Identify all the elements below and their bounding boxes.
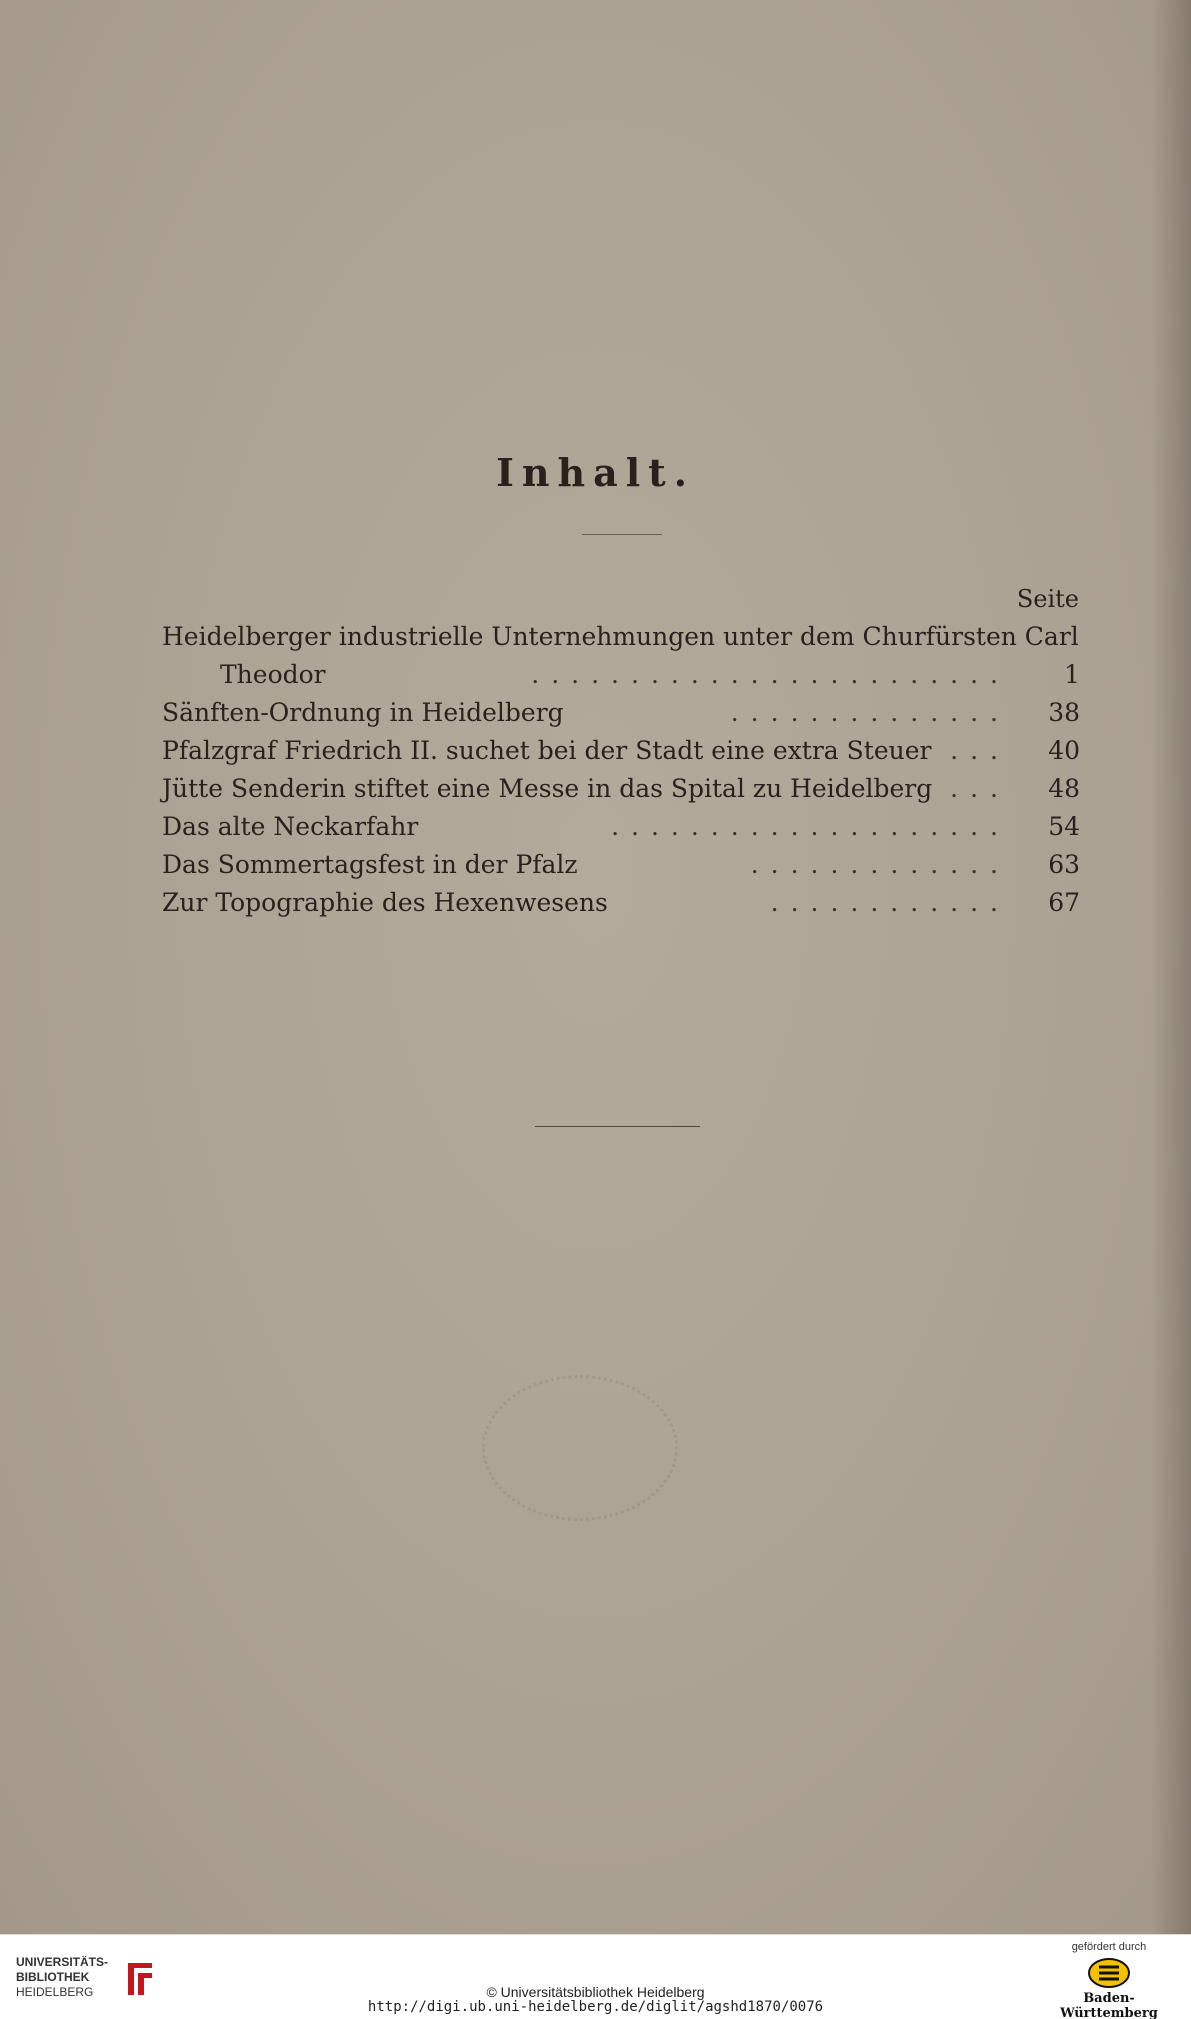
page-title: Inhalt. [496,450,695,495]
toc-entry-title: Das alte Neckarfahr [162,812,419,841]
lions-crest-icon [1087,1957,1131,1989]
toc-entry-page: 38 [1048,698,1080,727]
dot-leader: ............. [750,850,1010,879]
page-column-label: Seite [1016,585,1079,613]
toc-entry-continuation: Theodor [220,660,326,689]
toc-entry-title: Das Sommertagsfest in der Pfalz [162,850,578,879]
toc-entry-title: Pfalzgraf Friedrich II. suchet bei der Stadt eine extra Steuer [162,736,932,765]
library-name: UNIVERSITÄTS- BIBLIOTHEK HEIDELBERG [16,1955,109,1999]
dot-leader: ........................ [531,660,1010,689]
end-rule [535,1126,700,1127]
toc-entry-3 [162,732,1080,770]
permalink[interactable]: http://digi.ub.uni-heidelberg.de/diglit/agshd1870/0076 [367,1999,824,2015]
dot-leader: ... [950,736,1010,765]
copyright-text: © Universitätsbibliothek Heidelberg [486,1984,705,2000]
toc-entry-page: 63 [1048,850,1080,879]
toc-entry-1 [162,618,1080,656]
toc-entry-title: Heidelberger industrielle Unternehmungen unter dem Churfürsten Carl [162,622,1079,651]
toc-entry-7 [162,884,1080,922]
dot-leader: ... [950,774,1010,803]
library-stamp [482,1375,678,1521]
toc-entry-page: 67 [1048,888,1080,917]
toc-entry-1-continuation [162,656,1080,694]
toc-entry-page: 1 [1064,660,1080,689]
dot-leader: .................... [611,812,1010,841]
funder-logo[interactable] [1039,1941,1179,2019]
footer-credit [0,1985,1191,2015]
viewer-footer [0,1934,1191,2019]
toc-entry-4 [162,770,1080,808]
toc-entry-page: 48 [1048,774,1080,803]
toc-entry-title: Jütte Senderin stiftet eine Messe in das Spital zu Heidelberg [162,774,933,803]
toc-entry-5 [162,808,1080,846]
dot-leader: ............ [770,888,1010,917]
dot-leader: .............. [730,698,1010,727]
toc-entry-6 [162,846,1080,884]
toc-entry-page: 40 [1048,736,1080,765]
toc-entry-title: Sänften-Ordnung in Heidelberg [162,698,564,727]
toc-entry-title: Zur Topographie des Hexenwesens [162,888,608,917]
toc-entry-2 [162,694,1080,732]
funder-name: Baden-Württemberg [1060,1991,1158,2019]
funded-by-label: gefördert durch [1071,1941,1147,1953]
table-of-contents [162,618,1080,922]
toc-entry-page: 54 [1048,812,1080,841]
title-rule [582,534,662,535]
spine-shadow [1151,0,1191,1934]
